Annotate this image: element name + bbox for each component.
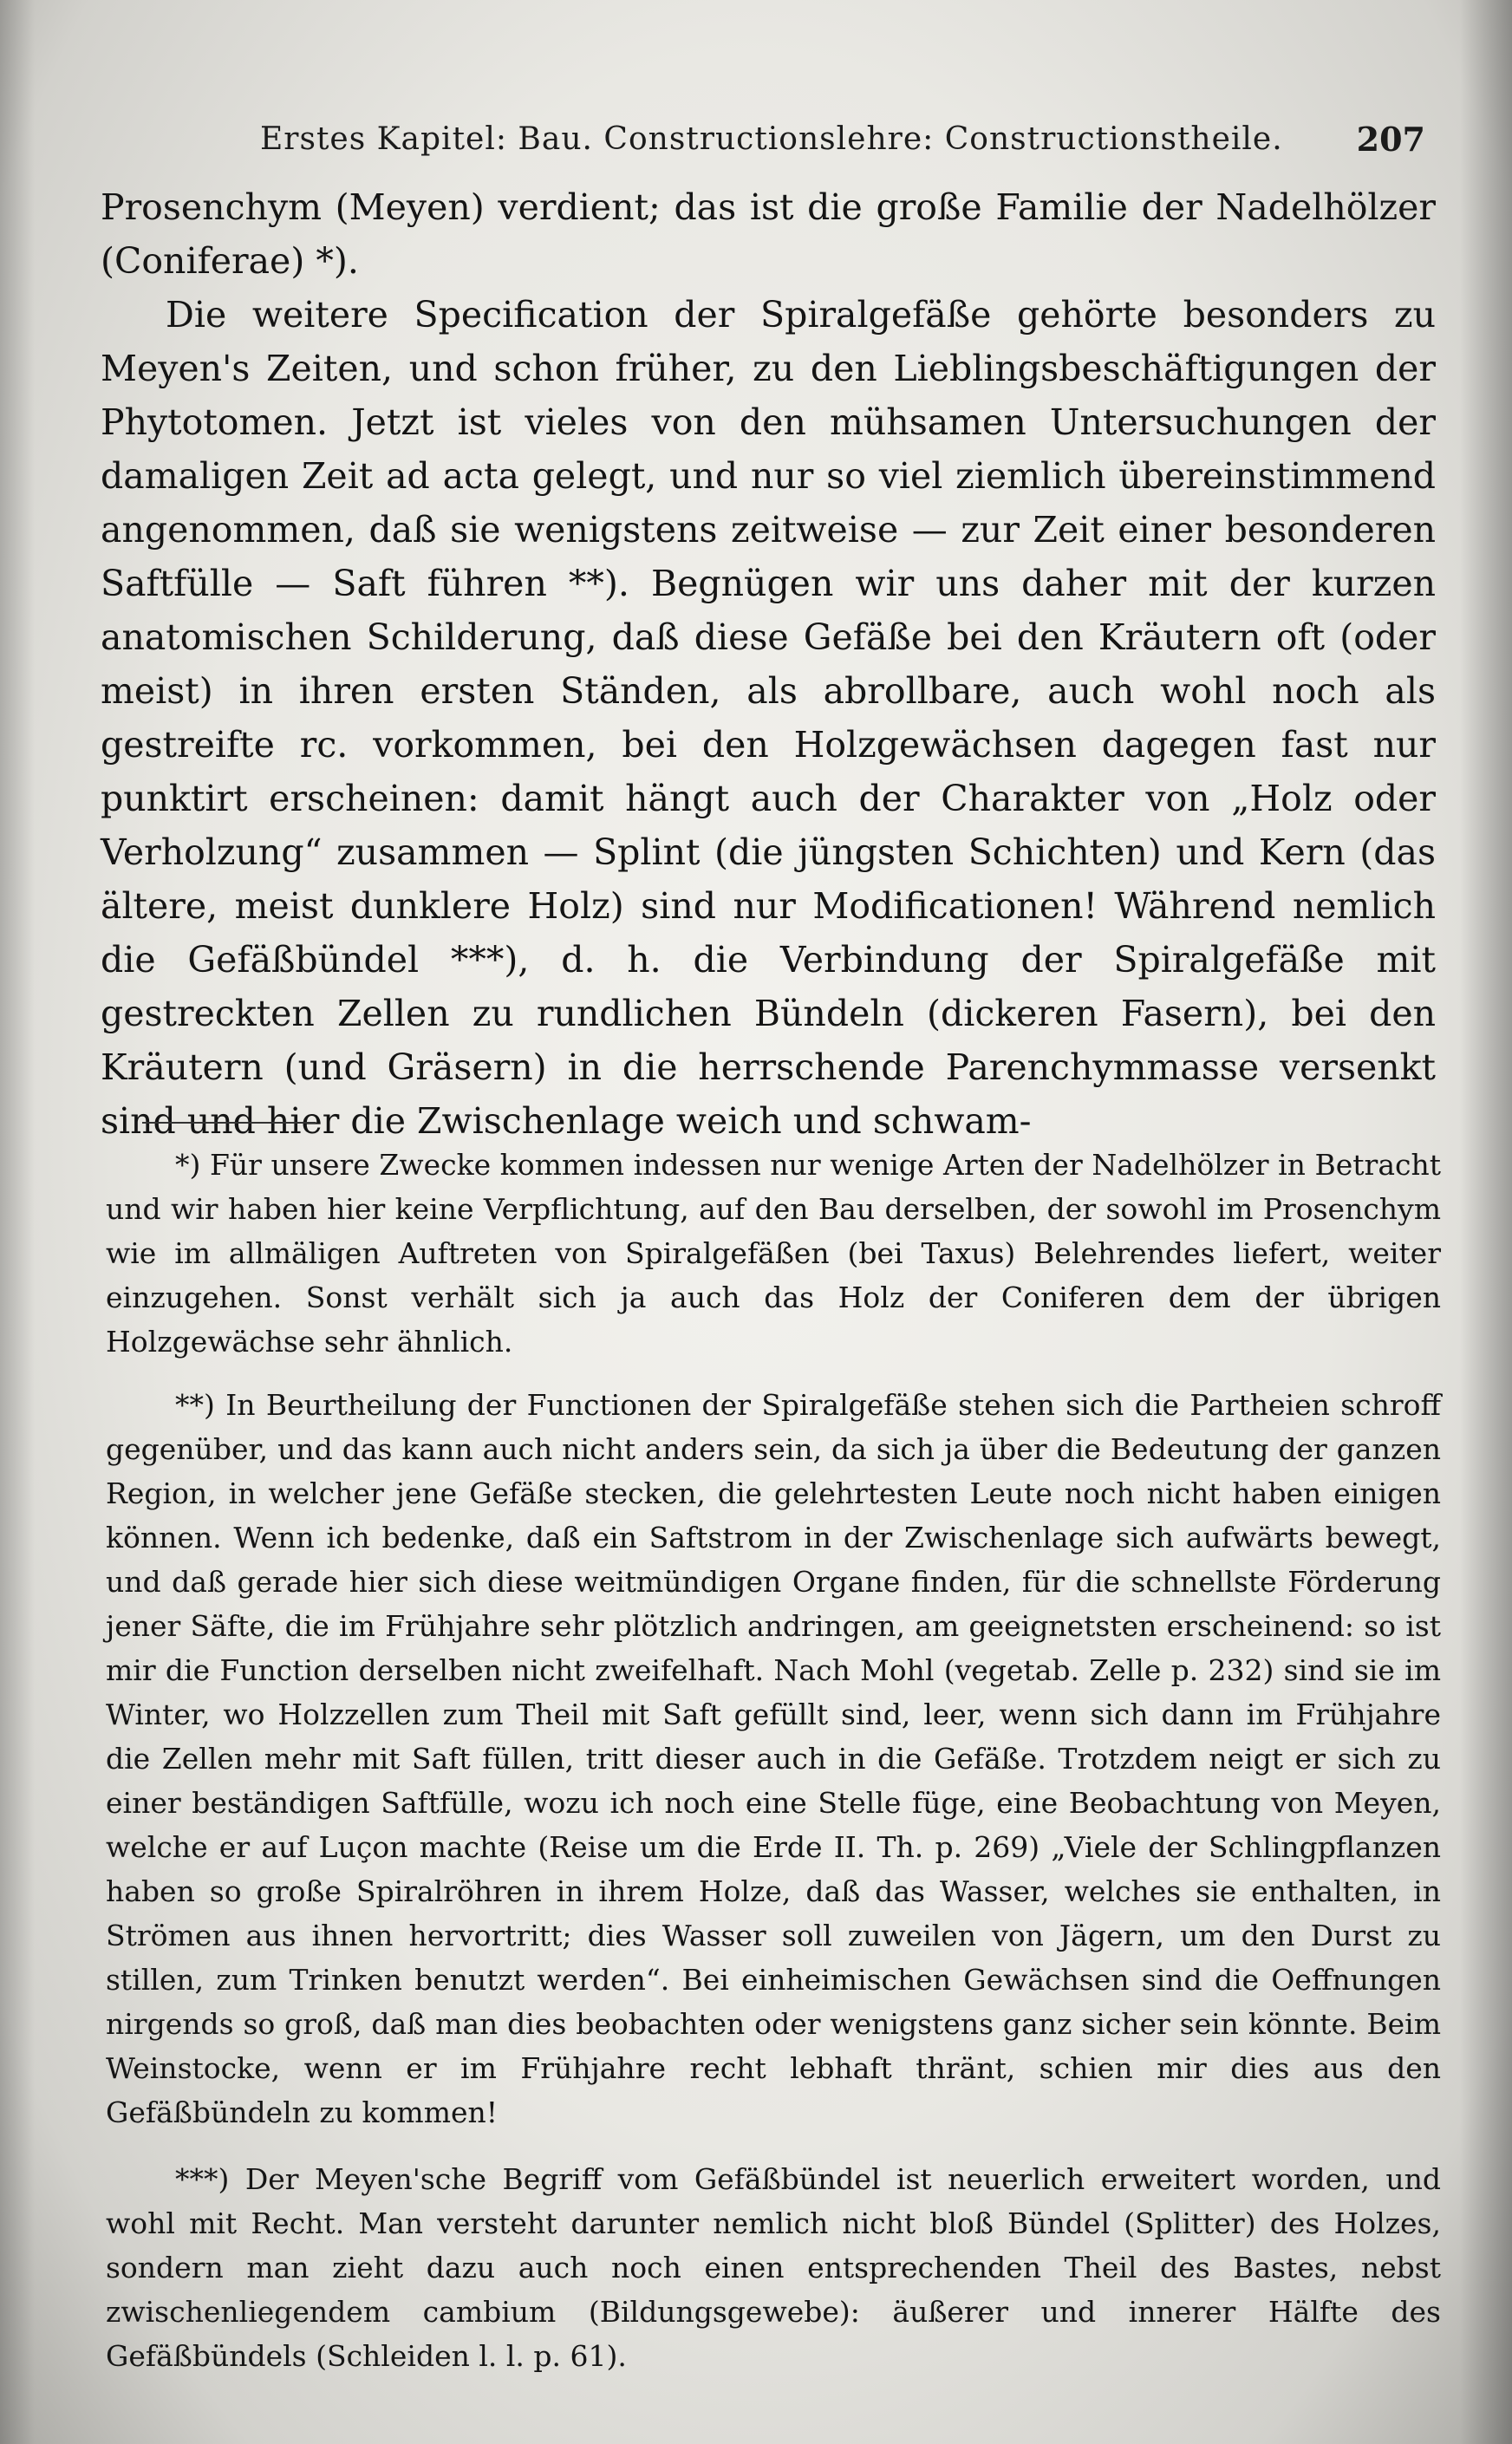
main-text bbox=[101, 180, 1436, 1148]
page-number: 207 bbox=[1356, 120, 1425, 159]
running-head: Erstes Kapitel: Bau. Constructionslehre: Constructionstheile. bbox=[260, 121, 1283, 157]
page-gutter-shadow bbox=[0, 0, 35, 2444]
footnote-2: **) In Beurtheilung der Functionen der Spiralgefäße stehen sich die Partheien schroff gegenüber, und das kann auch nicht anders sein, da sich ja über die Bedeutung der ganzen Region, in welcher jene Gefäße stecken, die gelehrtesten Leute noch nicht haben einigen können. Wenn ich bedenke, daß ein Saftstrom in der Zwischenlage sich aufwärts bewegt, und daß gerade hier sich diese weitmündigen Organe finden, für die schnellste Förderung jener Säfte, die im Frühjahre sehr plötzlich andringen, am geeignetsten erscheinend: so ist mir die Function derselben nicht zweifelhaft. Nach Mohl (vegetab. Zelle p. 232) sind sie im Winter, wo Holzzellen zum Theil mit Saft gefüllt sind, leer, wenn sich dann im Frühjahre die Zellen mehr mit Saft füllen, tritt dieser auch in die Gefäße. Trotzdem neigt er sich zu einer beständigen Saftfülle, wozu ich noch eine Stelle füge, eine Beobachtung von Meyen, welche er auf Luçon machte (Reise um die Erde II. Th. p. 269) „Viele der Schlingpflanzen haben so große Spiralröhren in ihrem Holze, daß das Wasser, welches sie enthalten, in Strömen aus ihnen hervortritt; dies Wasser soll zuweilen von Jägern, um den Durst zu stillen, zum Trinken benutzt werden“. Bei einheimischen Gewächsen sind die Oeffnungen nirgends so groß, daß man dies beobachten oder wenigstens ganz sicher sein könnte. Beim Weinstocke, wenn er im Frühjahre recht lebhaft thränt, schien mir dies aus den Gefäßbündeln zu kommen! bbox=[106, 1388, 1441, 2129]
body-paragraph-1: Prosenchym (Meyen) verdient; das ist die große Familie der Nadelhölzer (Coniferae) *). bbox=[101, 186, 1436, 282]
footnotes bbox=[106, 1143, 1441, 2378]
footnote-separator bbox=[142, 1122, 316, 1124]
footnote-3: ***) Der Meyen'sche Begriff vom Gefäßbündel ist neuerlich erweitert worden, und wohl mit Recht. Man versteht darunter nemlich nicht bloß Bündel (Splitter) des Holzes, sondern man zieht dazu auch noch einen entsprechenden Theil des Bastes, nebst zwischenliegendem cambium (Bildungsgewebe): äußerer und innerer Hälfte des Gefäßbündels (Schleiden l. l. p. 61). bbox=[106, 2162, 1441, 2373]
page-edge-shadow bbox=[1460, 0, 1512, 2444]
footnote-1: *) Für unsere Zwecke kommen indessen nur wenige Arten der Nadelhölzer in Betracht und wir haben hier keine Verpflichtung, auf den Bau derselben, der sowohl im Prosenchym wie im allmäligen Auftreten von Spiralgefäßen (bei Taxus) Belehrendes liefert, weiter einzugehen. Sonst verhält sich ja auch das Holz der Coniferen dem der übrigen Holzgewächse sehr ähnlich. bbox=[106, 1148, 1441, 1359]
page-header bbox=[260, 114, 1431, 166]
body-paragraph-2: Die weitere Specification der Spiralgefäße gehörte besonders zu Meyen's Zeiten, und schon früher, zu den Lieblingsbeschäftigungen der Phytotomen. Jetzt ist vieles von den mühsamen Untersuchungen der damaligen Zeit ad acta gelegt, und nur so viel ziemlich übereinstimmend angenommen, daß sie wenigstens zeitweise — zur Zeit einer besonderen Saftfülle — Saft führen **). Begnügen wir uns daher mit der kurzen anatomischen Schilderung, daß diese Gefäße bei den Kräutern oft (oder meist) in ihren ersten Ständen, als abrollbare, auch wohl noch als gestreifte rc. vorkommen, bei den Holzgewächsen dagegen fast nur punktirt erscheinen: damit hängt auch der Charakter von „Holz oder Verholzung“ zusammen — Splint (die jüngsten Schichten) und Kern (das ältere, meist dunklere Holz) sind nur Modificationen! Während nemlich die Gefäßbündel ***), d. h. die Verbindung der Spiralgefäße mit gestreckten Zellen zu rundlichen Bündeln (dickeren Fasern), bei den Kräutern (und Gräsern) in die herrschende Parenchymmasse versenkt sind und hier die Zwischenlage weich und schwam- bbox=[101, 294, 1436, 1142]
